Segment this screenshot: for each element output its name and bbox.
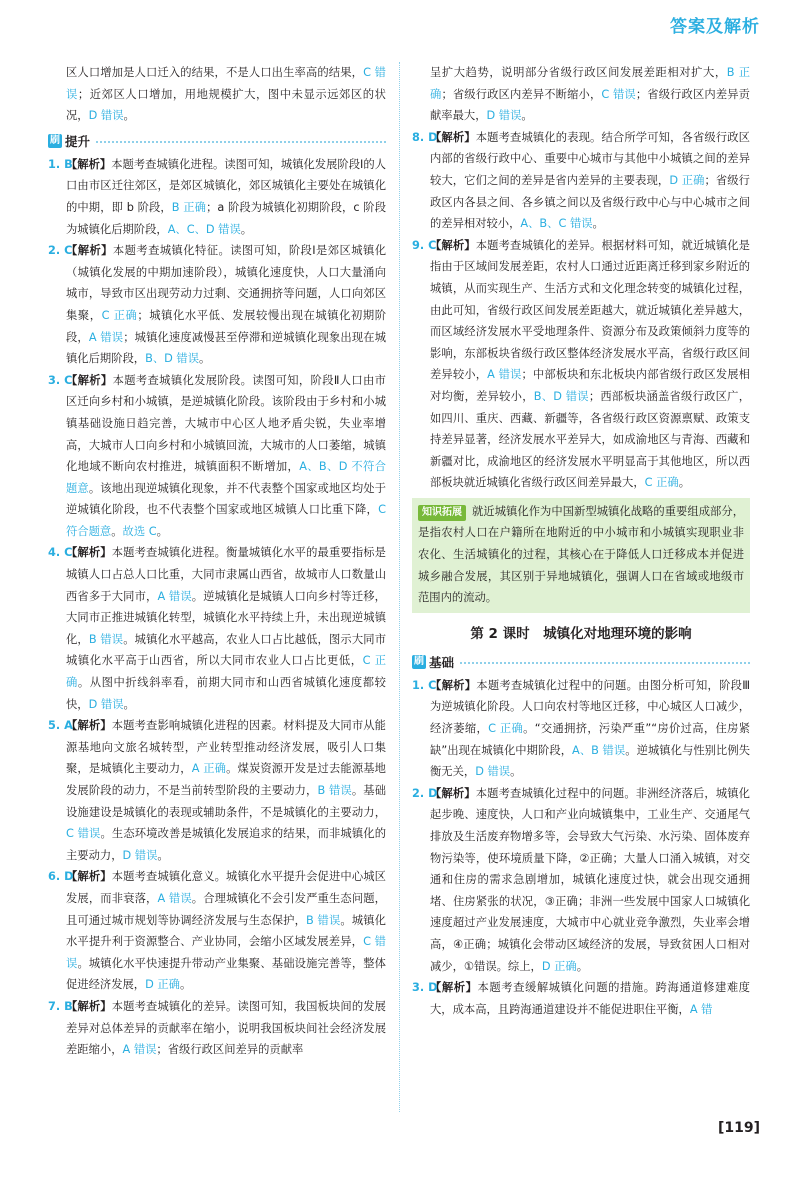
right-intro [412,62,750,127]
continued-paragraph [48,62,386,127]
answer-judgement: C 正确 [101,308,138,322]
answer-number: 3. D [412,981,438,995]
text-run: 本题考查影响城镇化进程的因素。材料提及大同市从能源基地向文旅名城转型，产业转型推动经济发展，吸引人口集聚，是城镇化主要动力， [66,719,386,776]
text-run: 。煤炭资源开发是过去能源基地发展阶段的动力，不是当前转型阶段的主要动力， [66,762,386,797]
answer-item [48,996,386,1061]
text-run: 本题考查城镇化特征。读图可知，阶段Ⅰ是郊区城镇化（城镇化发展的中期加速阶段），城镇化速度快，人口大量涌向城市，导致市区出现劳动力过剩、交通拥挤等问题，人口向郊区集聚， [66,244,386,322]
answer-judgement: C 正确 [488,722,524,736]
text-run: 。城镇化水平提升利于资源整合、产业协同，会缩小区域发展差异， [66,913,386,949]
answer-number: 2. D [412,786,438,800]
answer-judgement: D 正确 [669,173,705,187]
text-run: 。该地出现逆城镇化现象，并不代表整个国家或地区均处于逆城镇化阶段，也不代表整个国家或地区城镇人口比重下降， [66,481,386,517]
analysis-tag: 【解析】 [430,238,476,252]
text-run: ；省级行政区内差异贡献率最大， [430,87,750,123]
column-divider [399,62,400,1112]
text-run: 本题考查缓解城镇化问题的措施。跨海通道修建难度大，成本高，且跨海通道建设并不能促进职住平衡， [430,981,750,1016]
analysis-tag: 【解析】 [430,981,478,995]
answer-number: 9. C [412,238,437,252]
text-run: 。逆城镇化与性别比例失衡无关， [430,743,750,779]
text-run: ；中部板块和东北板块内部省级行政区发展相对均衡，差异较小， [430,368,750,403]
text-run: 。 [111,524,123,538]
answer-judgement: D 正确 [541,959,577,973]
text-run: 本题考查城镇化发展阶段。读图可知，阶段Ⅱ人口由市区迁向乡村和小城镇，是逆城镇化阶段。该阶段由于乡村和小城镇基础设施日趋完善，大城市中心区人地矛盾尖锐，失业率增高，大城市人口向乡村和小城镇回流，大城市的人口萎缩，城镇化地域不断向农村推进，城镇面积不断增加， [66,373,386,474]
lesson-title: 第 2 课时 城镇化对地理环境的影响 [470,625,692,642]
knowledge-box [412,498,750,613]
answer-judgement: B 正确 [171,200,207,214]
answer-judgement: B 错误 [88,632,124,646]
answer-judgement: D 错误 [122,848,158,862]
text-run: 。“交通拥挤，污染严重”“房价过高，住房紧缺”出现在城镇化中期阶段， [430,722,750,757]
text-run: 区人口增加是人口迁入的结果，不是人口出生率高的结果， [66,66,364,79]
answer-judgement: C 错误 [66,935,386,970]
answer-judgement: A 错误 [487,368,522,382]
answer-item [412,977,750,1020]
text-run: 。 [521,109,533,123]
answer-judgement: A 错误 [157,891,192,905]
text-run: 本题考查城镇化过程中的问题。由图分析可知，阶段Ⅲ为逆城镇化阶段。人口向农村等地区迁移，中心城区人口减少，经济萎缩， [430,678,750,736]
answer-judgement: A 错 [689,1002,713,1016]
text-run: 本题考查城镇化意义。城镇化水平提升会促进中心城区发展，而非衰落， [66,870,386,905]
answer-judgement: A 错误 [122,1043,157,1057]
answer-judgement: B、D 错误 [533,389,589,403]
answer-item [412,127,750,235]
answer-judgement: C 错误 [66,66,386,101]
text-run: ；a 阶段为城镇化初期阶段，c 阶段为城镇化后期阶段， [66,200,387,236]
brush-icon: 刷 [414,655,424,667]
text-run: 。 [157,848,169,862]
answer-item [48,715,386,866]
answer-judgement: D 错误 [475,765,511,779]
continued-paragraph [412,62,750,127]
answer-number: 4. C [48,546,73,560]
text-run: 。 [678,476,691,490]
page-header-title: 答案及解析 [670,17,760,37]
answer-judgement: A 错误 [88,330,124,344]
text-run: 呈扩大趋势，说明部分省级行政区间发展差距相对扩大， [430,66,727,79]
answer-judgement: B 错误 [306,913,341,927]
text-run: 。基础设施建设是城镇化的表现或辅助条件，不是城镇化的主要动力， [66,784,386,819]
answer-number: 8. D [412,130,438,144]
text-run: 。逆城镇化是城镇人口向乡村等迁移，大同市正推进城镇化转型，城镇化水平持续上升，未出现逆城镇化， [66,589,386,646]
answer-judgement: A 错误 [157,589,192,603]
text-run: 。 [156,524,168,538]
right-column [412,62,750,1020]
answer-judgement: C 符合题意 [66,503,386,538]
answer-judgement: C 错误 [66,827,101,841]
text-run: 。生态环境改善是城镇化发展追求的结果，而非城镇化的主要动力， [66,827,386,862]
knowledge-badge: 知识拓展 [418,505,466,521]
text-run: 本题考查城镇化的差异。读图可知，我国板块间的发展差异对总体差异的贡献率在缩小，说明我国板块间社会经济发展差距缩小， [66,999,386,1057]
analysis-tag: 【解析】 [66,999,112,1013]
answer-item [48,866,386,996]
text-run: 。 [123,697,135,711]
answer-item [412,783,750,977]
answer-judgement: D 错误 [88,109,124,123]
dotted-rule [96,141,386,143]
answer-item [412,235,750,494]
text-run: 。 [123,109,135,123]
page-number: [119] [717,1120,760,1136]
section-label: 提升 [65,133,91,149]
text-run: 本题考查城镇化的表现。结合所学可知，各省级行政区内部的省级行政中心、重要中心城市与其他中小城镇之间的差异较大，它们之间的差异是省内差异的主要表现， [430,130,750,187]
text-run: ；省级行政区内各县之间、各乡镇之间以及省级行政中心与中心城市之间的差异相对较小， [430,173,750,231]
text-run: 。 [240,222,253,236]
answer-number: 1. B [48,157,73,171]
text-run: ；城镇化速度减慢甚至停滞和逆城镇化现象出现在城镇化后期阶段， [66,330,386,366]
analysis-tag: 【解析】 [66,373,113,387]
answer-item [412,675,750,783]
text-run: 本题考查城镇化的差异。根据材料可知，就近城镇化是指由于区域间发展差距，农村人口通过近距离迁移到家乡附近的城镇，从而实现生产、生活方式和文化理念转变的城镇化过程，由此可知，省级行政区间发展差距越大，就近城镇化差异越大，而区域经济发展水平受地理条件、资源分布及政策倾斜力度等的影响，东部板块省级行政区整体经济发展水平高，省级行政区间差异较小， [430,238,750,382]
analysis-tag: 【解析】 [66,719,112,733]
answer-judgement: D 正确 [145,978,180,992]
dotted-rule [460,662,750,664]
text-run: ；近郊区人口增加，用地规模扩大，图中未显示远郊区的状况， [66,87,386,123]
left-column [48,62,386,1061]
answer-item [48,154,386,240]
section-label: 基础 [429,654,455,670]
answer-judgement: D 错误 [486,109,522,123]
answer-judgement: D 错误 [88,697,124,711]
answer-judgement: B 错误 [317,784,352,797]
page-number-value: 119 [724,1120,754,1136]
answer-number: 1. C [412,678,437,692]
text-run: 。 [179,978,192,992]
answer-judgement: C 错误 [601,87,636,101]
text-run: 。 [576,959,589,973]
answer-judgement: C 正确 [66,654,386,690]
answer-judgement: B、D 错误 [145,352,200,366]
text-run: 本题考查城镇化过程中的问题。非洲经济落后，城镇化起步晚、速度快，人口和产业向城镇集中，工业生产、交通尾气排放及生活废弃物增多等，会导致大气污染、水污染、固体废弃物污染等，使环境质量下降，②正确；大量人口涌入城镇，对交通和住房的需求急剧增加，城镇化速度过快，就会出现交通拥堵、住房紧张的状况，③正确；非洲一些发展中国家人口城镇化速度超过产业发展速度，大城市中心就业竞争激烈，失业率会增高，④正确；城镇化会带动区域经济的发展，导致贫困人口相对减少，①错误。综上， [430,786,750,973]
text-run: 。从图中折线斜率看，前期大同市和山西省城镇化速度都较快， [66,676,386,711]
analysis-tag: 【解析】 [66,157,112,171]
answer-judgement: A、C、D 错误 [167,222,241,236]
text-run: 。合理城镇化不会引发严重生态问题，且可通过城市规划等协调经济发展与生态保护， [66,891,386,927]
right-answer-list-b [412,675,750,1021]
analysis-tag: 【解析】 [66,244,113,258]
text-run: 。城镇化水平越高，农业人口占比越低，图示大同市城镇化水平高于山西省，所以大同市农业人口占比更低， [66,632,386,668]
answer-number: 7. B [48,999,73,1013]
analysis-tag: 【解析】 [430,786,476,800]
text-run: 。 [199,352,211,366]
analysis-tag: 【解析】 [66,546,112,560]
brush-icon: 刷 [50,134,60,146]
text-run: ；省级行政区间差异的贡献率 [156,1043,304,1057]
text-run: ；西部板块涵盖省级行政区广，如四川、重庆、西藏、新疆等，各省级行政区资源禀赋、政策支持差异显著，经济发展水平差异大，如成渝地区与青海、西藏和新疆对比，成渝地区的经济发展水平明显高于其他地区，所以西部板块就近城镇化省级行政区间差异最大， [430,389,750,490]
text-run: ；城镇化水平低、发展较慢出现在城镇化初期阶段， [66,308,386,344]
left-intro [48,62,386,127]
answer-number: 3. C [48,373,73,387]
analysis-tag: 【解析】 [430,130,476,144]
left-answer-list [48,154,386,1061]
text-run: 。 [592,217,604,231]
answer-judgement: A 正确 [191,762,227,776]
section-header-jichu [412,651,750,673]
section-header-tisheng [48,130,386,152]
answer-judgement: 故选 C [122,524,157,538]
analysis-tag: 【解析】 [430,678,477,692]
answer-judgement: A、B 错误 [572,743,626,757]
answer-item [48,370,386,543]
answer-judgement: A、B、C 错误 [520,217,593,231]
answer-judgement: A、B、D 不符合题意 [66,460,386,495]
knowledge-text: 就近城镇化作为中国新型城镇化战略的重要组成部分，是指农村人口在户籍所在地附近的中小城市和小城镇实现职业非农化、生活城镇化的过程，其核心在于降低人口迁移成本并促进城乡融合发展，其区别于异地城镇化，强调人口在省域或地级市范围内的流动。 [418,504,744,605]
text-run: 。 [510,765,522,779]
answer-judgement: B 正确 [430,66,750,101]
right-answer-list-a [412,127,750,494]
answer-item [48,240,386,370]
text-run: ；省级行政区内差异不断缩小， [441,87,602,101]
text-run: 本题考查城镇化进程。衡量城镇化水平的最重要指标是城镇人口占总人口比重，大同市隶属山西省，故城市人口数量山西省多于大同市， [66,546,386,603]
answer-judgement: C 正确 [644,476,679,490]
text-run: 本题考查城镇化进程。读图可知，城镇化发展阶段Ⅰ的人口由市区迁往郊区，是郊区城镇化，郊区城镇化主要处在城镇化的中期，即 b 阶段， [66,157,386,214]
answer-number: 6. D [48,870,74,884]
answer-number: 2. C [48,244,73,258]
analysis-tag: 【解析】 [66,870,112,884]
answer-number: 5. A [48,719,73,733]
answer-item [48,542,386,715]
text-run: 。城镇化水平快速提升带动产业集聚、基础设施完善等，整体促进经济发展， [66,956,386,992]
